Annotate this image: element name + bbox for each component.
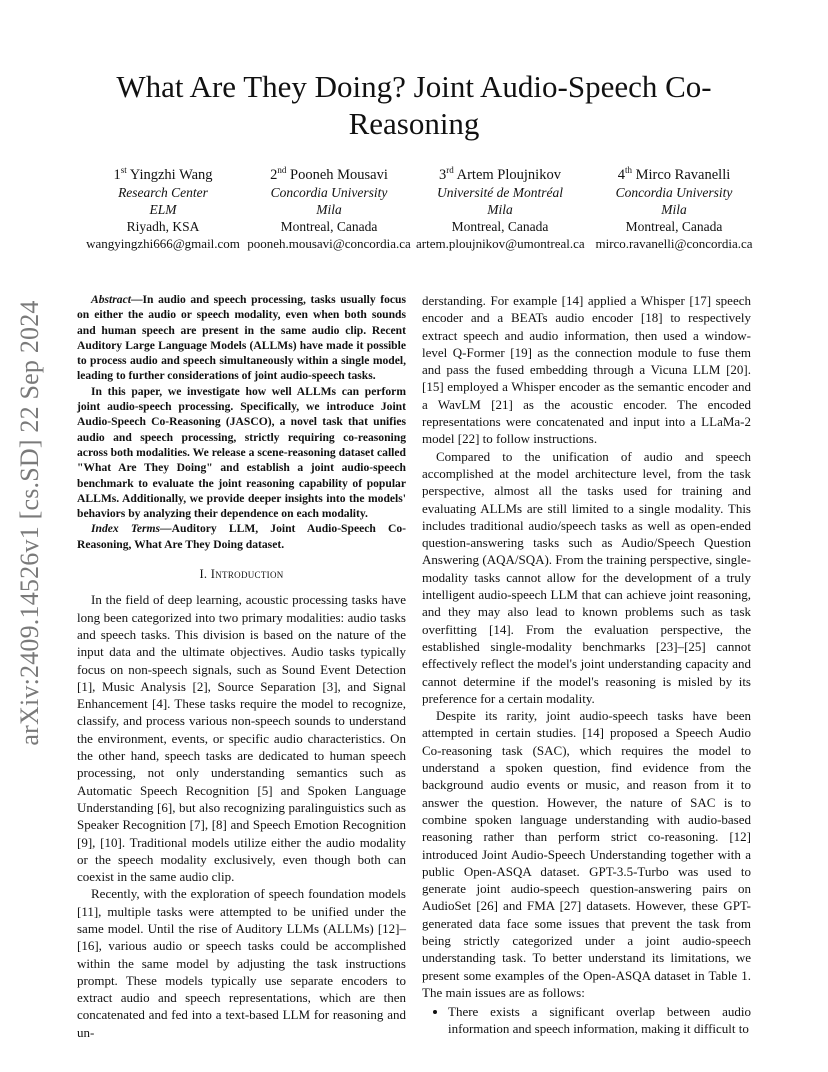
section-heading xyxy=(77,566,406,583)
abstract-lead: Abstract xyxy=(91,293,131,306)
body-paragraph: derstanding. For example [14] applied a Whisper [17] speech encoder and a BEATs audio encoder [18] to respectively extract speech and audio information, then used a window-level Q-Former [19] as the connection module to fuse them and pass the fused embedding through a Vicuna LLM [20]. [15] employed a Whisper encoder as the semantic encoder and a WavLM [21] as the acoustic encoder. The encoded representations were concatenated and input into a LLaMa-2 model [22] to follow instructions. xyxy=(422,293,751,447)
author-affiliation-2: Mila xyxy=(661,201,687,217)
author-ordinal: 2 xyxy=(270,166,278,183)
body-paragraph: Recently, with the exploration of speech foundation models [11], multiple tasks were attempted to be unified under the same model. Until the rise of Auditory LLMs (ALLMs) [12]–[16], various audio or speech tasks could be accomplished within the same model by adjusting the task instructions prompt. These models typically use separate encoders to extract audio and speech representations, which are then concatenated and fed into a text-based LLM for reasoning and un- xyxy=(77,886,406,1040)
abstract-paragraph-1: —In audio and speech processing, tasks usually focus on either the audio or speech modality, even when both sounds and human speech are present in the same audio clip. Recent Auditory Large Language Models (ALLMs) have made it possible to process audio and speech simultaneously within a single model, leading to further considerations of joint audio-speech tasks. xyxy=(77,293,406,383)
author-location: Montreal, Canada xyxy=(280,218,378,234)
author-affiliation: Université de Montréal xyxy=(437,184,563,200)
author-ordinal-suffix: th xyxy=(624,165,632,175)
author-affiliation: Concordia University xyxy=(270,184,388,200)
author-email: pooneh.mousavi@concordia.ca xyxy=(247,235,411,251)
author-location: Riyadh, KSA xyxy=(126,218,200,234)
author-name: Artem Ploujnikov xyxy=(456,166,561,183)
arxiv-id: arXiv:2409.14526v1 [cs.SD] 22 Sep 2024 xyxy=(15,300,44,746)
section-title: Introduction xyxy=(210,567,284,582)
index-terms xyxy=(77,521,406,552)
author-ordinal: 3 xyxy=(439,166,447,183)
section-number: I. xyxy=(199,567,208,582)
issues-list xyxy=(422,1003,751,1038)
body-paragraph: In the field of deep learning, acoustic processing tasks have long been categorized into two primary modalities: audio tasks and speech tasks. This division is based on the nature of the input data and the ultimate objectives. Audio tasks typically focus on non-speech signals, such as Sound Event Detection [1], Music Analysis [2], Source Separation [3], and Signal Enhancement [4]. These tasks require the model to recognize, classify, and process various non-speech sounds to understand the environment, events, or specific audio characteristics. On the other hand, speech tasks are dedicated to human speech processing, not only understanding semantics such as Automatic Speech Recognition [5] and Spoken Language Understanding [6], but also recognizing paralinguistics such as Speaker Recognition [7], [8] and Speech Emotion Recognition [9], [10]. Traditional models utilize either the audio modality or the speech modality exclusively, even though both can coexist in the same audio clip. xyxy=(77,592,406,885)
list-item: • There exists a significant overlap between audio information and speech information, making it difficult to xyxy=(448,1003,751,1038)
author-name: Yingzhi Wang xyxy=(129,166,213,183)
author-email: artem.ploujnikov@umontreal.ca xyxy=(416,235,585,251)
author-location: Montreal, Canada xyxy=(625,218,723,234)
author-name: Pooneh Mousavi xyxy=(290,166,388,183)
author-ordinal: 1 xyxy=(113,166,121,183)
abstract xyxy=(77,292,406,521)
abstract-paragraph-2: In this paper, we investigate how well ALLMs can perform joint audio-speech processing. Specifically, we introduce Joint Audio-Speech Co-Reasoning (JASCO), a novel task that unifies audio and speech processing, strictly requiring co-reasoning across both modalities. We release a scene-reasoning dataset called "What Are They Doing" and establish a joint audio-speech benchmark to evaluate the joint reasoning capability of popular ALLMs. Additionally, we provide deeper insights into the models' behaviors by analyzing their dependence on each modality. xyxy=(77,384,406,521)
author-ordinal-suffix: st xyxy=(120,165,127,175)
author-ordinal-suffix: nd xyxy=(277,165,287,175)
author-affiliation-2: Mila xyxy=(487,201,513,217)
author-1 xyxy=(78,162,248,252)
left-column xyxy=(77,292,406,1041)
author-affiliation-2: ELM xyxy=(149,201,177,217)
author-name: Mirco Ravanelli xyxy=(635,166,731,183)
author-affiliation: Research Center xyxy=(118,184,208,200)
body-paragraph: Despite its rarity, joint audio-speech tasks have been attempted in certain studies. [14] proposed a Speech Audio Co-reasoning task (SAC), which requires the model to understand a spoken question, find evidence from the background audio events or music, and reason from it to answer the question. However, the nature of SAC is to combine spoken language understanding with audio-based reasoning rather than perform strict co-reasoning. [12] introduced Joint Audio-Speech Understanding together with a public Open-ASQA dataset. GPT-3.5-Turbo was used to generate joint audio-speech question-answering pairs on AudioSet [26] and FMA [27] datasets. However, these GPT-generated data face some issues that prevent the task from being strictly categorized under a joint audio-speech understanding task. To better understand its limitations, we present some examples of the Open-ASQA dataset in Table 1. The main issues are as follows: xyxy=(422,708,751,1000)
author-email: mirco.ravanelli@concordia.ca xyxy=(595,235,753,251)
author-location: Montreal, Canada xyxy=(451,218,549,234)
author-2 xyxy=(244,162,414,252)
author-3 xyxy=(416,162,584,252)
index-terms-lead: Index Terms xyxy=(91,522,161,536)
body-paragraph: Compared to the unification of audio and speech accomplished at the model architecture level, from the task perspective, almost all the tasks used for training and evaluating ALLMs are still limited to a single modality. This includes traditional audio/speech tasks as well as open-ended question-answering tasks such as Audio/Speech Question Answering (AQA/SQA). From the training perspective, single-modality tasks cannot allow for the development of a truly intelligent audio-speech LLM that can achieve joint reasoning, and they may also lead to known problems such as task overfitting [14]. From the evaluation perspective, the established single-modality benchmarks [23]–[25] cannot effectively reflect the model's joint understanding capacity and cannot determine if the model's reasoning is misled by its preference for a certain modality. xyxy=(422,448,751,706)
paper-title: What Are They Doing? Joint Audio-Speech Co-Reasoning xyxy=(116,69,712,141)
author-affiliation-2: Mila xyxy=(316,201,342,217)
author-4 xyxy=(590,162,758,252)
right-column xyxy=(422,292,751,1038)
index-terms-text: —Auditory LLM, Joint Audio-Speech Co-Reasoning, What Are They Doing dataset. xyxy=(77,522,406,551)
author-ordinal-suffix: rd xyxy=(446,165,454,175)
author-affiliation: Concordia University xyxy=(615,184,733,200)
author-email: wangyingzhi666@gmail.com xyxy=(86,235,240,251)
author-ordinal: 4 xyxy=(617,166,625,183)
